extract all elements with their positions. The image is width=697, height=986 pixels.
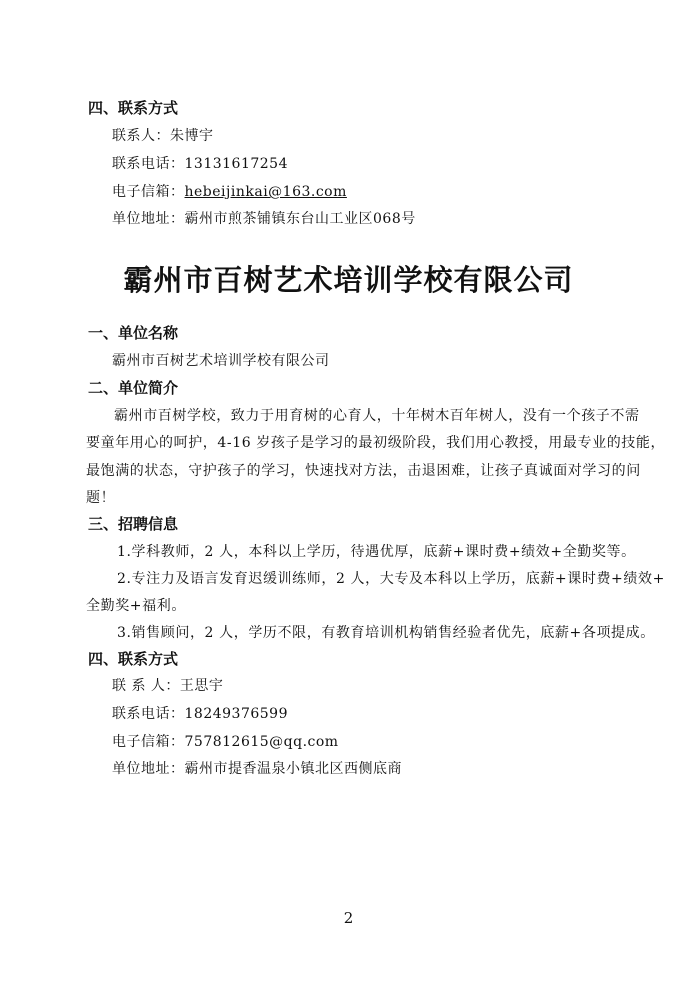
contact-address-prev: 单位地址：霸州市煎茶铺镇东台山工业区068号 [112,211,416,227]
section-heading-recruit: 三、招聘信息 [88,515,179,533]
company-title: 霸州市百树艺术培训学校有限公司 [123,263,574,297]
page-number: 2 [343,909,354,927]
intro-line-4: 题！ [86,490,116,506]
recruit-item-1: 1.学科教师，2 人，本科以上学历，待遇优厚，底薪+课时费+绩效+全勤奖等。 [117,544,636,560]
company-name: 霸州市百树艺术培训学校有限公司 [112,353,330,369]
recruit-item-2-cont: 全勤奖+福利。 [86,598,186,614]
contact-address: 单位地址：霸州市提香温泉小镇北区西侧底商 [112,761,402,777]
phone-label: 联系电话： [112,156,185,172]
section-heading-name: 一、单位名称 [88,324,179,342]
email-link[interactable]: hebeijinkai@163.com [184,184,347,200]
contact-heading-prev: 四、联系方式 [88,99,179,117]
email-label: 电子信箱： [112,184,185,200]
contact-email-prev [112,181,347,201]
contact-person: 联 系 人：王思宇 [112,678,224,694]
phone-value: 13131617254 [184,156,288,172]
section-heading-contact: 四、联系方式 [88,650,179,668]
section-heading-intro: 二、单位简介 [88,379,179,397]
recruit-item-3: 3.销售顾问，2 人，学历不限，有教育培训机构销售经验者优先，底薪+各项提成。 [117,625,655,641]
intro-line-3: 最饱满的状态，守护孩子的学习，快速找对方法，击退困难，让孩子真诚面对学习的问 [86,463,641,479]
contact-phone: 联系电话：18249376599 [112,706,288,722]
contact-person-prev: 联系人：朱博宇 [112,128,214,144]
contact-phone-prev [112,153,288,173]
contact-email: 电子信箱：757812615@qq.com [112,734,339,750]
intro-line-1: 霸州市百树学校，致力于用育树的心育人，十年树木百年树人，没有一个孩子不需 [114,408,640,424]
recruit-item-2: 2.专注力及语言发育迟缓训练师，2 人，大专及本科以上学历，底薪+课时费+绩效+ [117,571,665,587]
intro-line-2: 要童年用心的呵护，4-16 岁孩子是学习的最初级阶段，我们用心教授，用最专业的技能， [86,435,666,451]
